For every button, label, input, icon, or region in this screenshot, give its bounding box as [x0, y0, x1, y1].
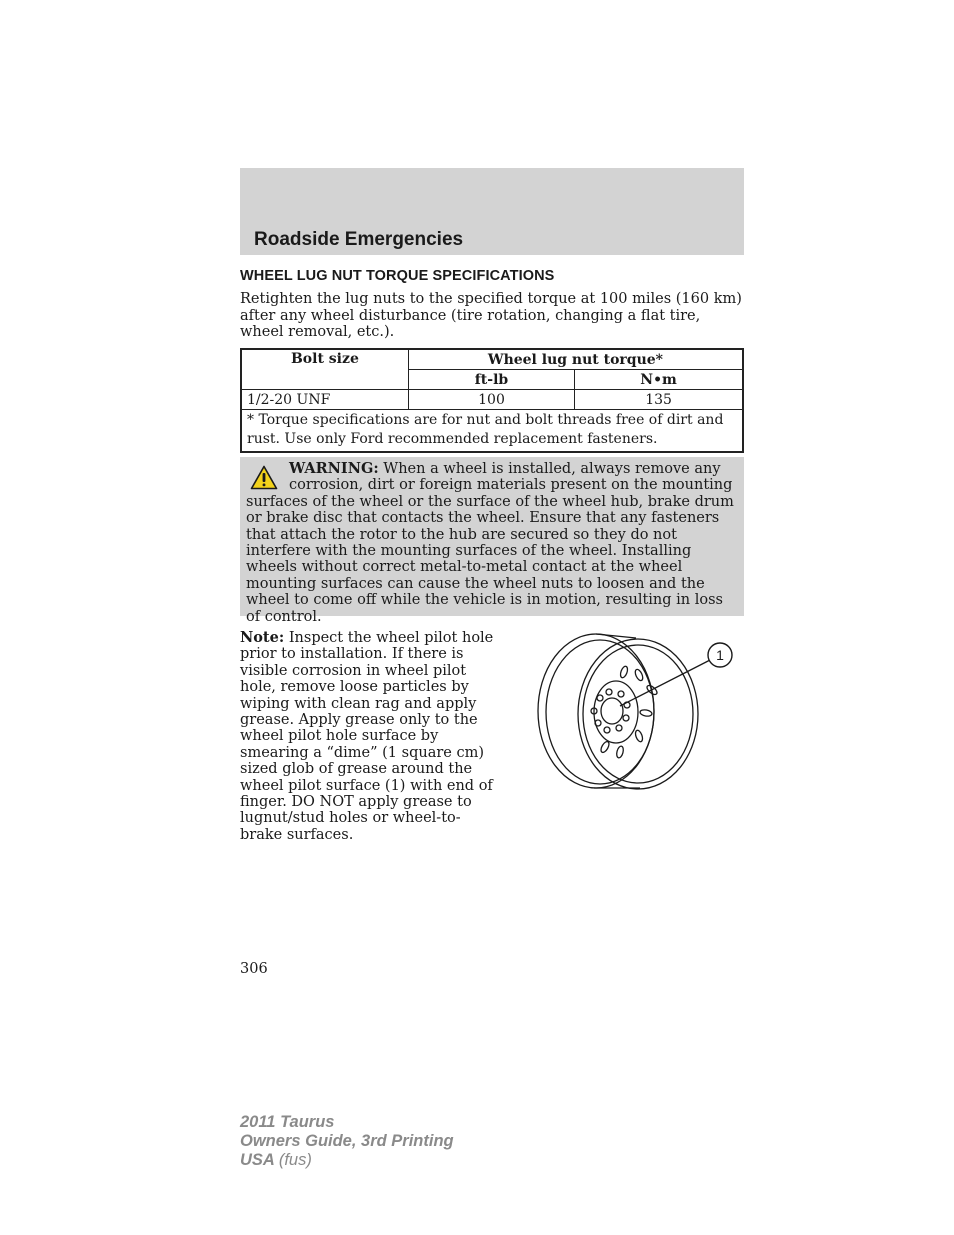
warning-body: surfaces of the wheel or the surface of the wheel hub, brake drum or brake disc that contacts the wheel. Ensure that any fasteners that attach the rotor to the hub are secured so they do not interfere with the mounting surfaces of the wheel. Installing wheels without correct metal-to-metal contact at the wheel mounting surfaces can cause the wheel nuts to loosen and the wheel to come off while the vehicle is in motion, resulting in loss of control. — [246, 493, 734, 625]
warning-text — [246, 461, 734, 625]
warning-label: WARNING: — [289, 460, 379, 477]
page-number: 306 — [240, 961, 268, 977]
callout-number: 1 — [716, 647, 724, 663]
unit-nm-header: N•m — [575, 370, 743, 390]
bolt-size-cell: 1/2-20 UNF — [241, 390, 408, 410]
intro-paragraph: Retighten the lug nuts to the specified torque at 100 miles (160 km) after any wheel disturbance (tire rotation, changing a flat tire, wheel removal, etc.). — [240, 291, 742, 340]
unit-ftlb-header: ft-lb — [408, 370, 574, 390]
chapter-title: Roadside Emergencies — [254, 229, 464, 250]
footer-code: (fus) — [278, 1151, 312, 1169]
footer-line-1: 2011 Taurus — [240, 1113, 335, 1131]
warning-line-2: corrosion, dirt or foreign materials present on the mounting — [289, 477, 733, 494]
torque-nm-cell: 135 — [575, 390, 743, 410]
table-row — [241, 390, 743, 410]
table-footnote: * Torque specifications are for nut and bolt threads free of dirt and rust. Use only Ford recommended replacement fasteners. — [241, 410, 743, 453]
section-header-band — [240, 168, 744, 255]
footer-line-3: USA — [240, 1151, 275, 1169]
torque-spec-table — [240, 348, 744, 453]
footer-line-2: Owners Guide, 3rd Printing — [240, 1132, 454, 1150]
warning-line-1: When a wheel is installed, always remove any — [383, 461, 721, 477]
torque-header: Wheel lug nut torque* — [408, 349, 743, 370]
wheel-illustration — [536, 630, 742, 792]
note-label: Note: — [240, 629, 285, 646]
note-paragraph — [240, 630, 498, 843]
warning-box — [240, 457, 744, 625]
note-text: Inspect the wheel pilot hole prior to installation. If there is visible corrosion in wheel pilot hole, remove loose particles by wiping with clean rag and apply grease. Apply grease only to the wheel pilot hole surface by smearing a “dime” (1 square cm) sized glob of grease around the wheel pilot surface (1) with end of finger. DO NOT apply grease to lugnut/stud holes or wheel-to-brake surfaces. — [240, 630, 494, 843]
footer — [240, 1113, 454, 1170]
bolt-size-header: Bolt size — [241, 349, 408, 390]
torque-ftlb-cell: 100 — [408, 390, 574, 410]
section-heading: WHEEL LUG NUT TORQUE SPECIFICATIONS — [240, 268, 555, 284]
